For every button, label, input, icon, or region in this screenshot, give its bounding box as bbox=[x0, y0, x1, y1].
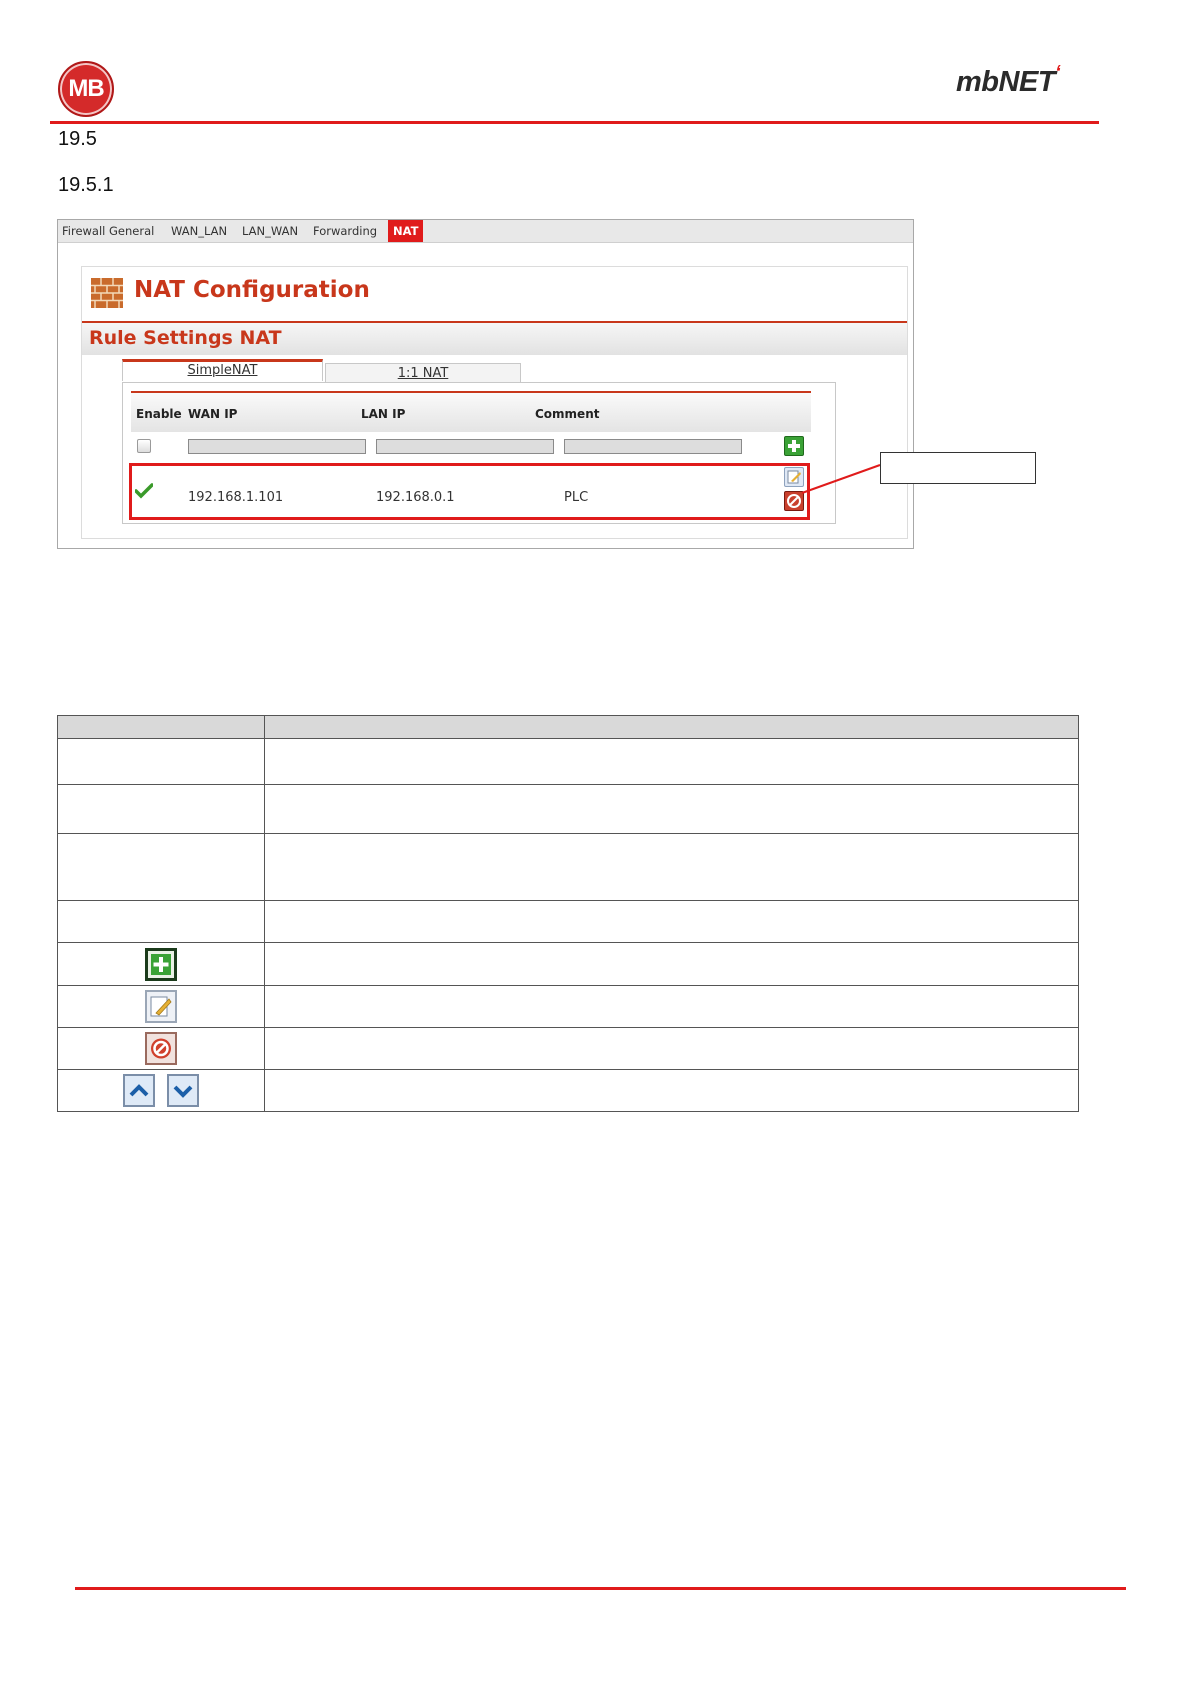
add-icon[interactable] bbox=[784, 436, 804, 456]
table-row bbox=[58, 986, 1079, 1028]
section-number: 19.5 bbox=[58, 128, 97, 150]
header-cell bbox=[58, 716, 265, 739]
wan-ip-input[interactable] bbox=[188, 439, 366, 454]
subsection-number: 19.5.1 bbox=[58, 174, 114, 196]
header-rule bbox=[50, 121, 1099, 124]
table-header bbox=[131, 391, 811, 432]
title-area bbox=[82, 267, 907, 321]
nat-screenshot bbox=[57, 219, 914, 549]
highlighted-rule-row bbox=[129, 463, 810, 520]
mbnet-logo bbox=[956, 62, 1061, 99]
tab-firewall-general[interactable]: Firewall General bbox=[62, 224, 155, 238]
tab-lan-wan[interactable]: LAN_WAN bbox=[242, 224, 299, 238]
enable-checkbox[interactable] bbox=[137, 439, 151, 453]
column-enable: Enable bbox=[136, 407, 182, 421]
desc-cell bbox=[265, 986, 1079, 1028]
param-cell bbox=[58, 1028, 265, 1070]
edit-rule-icon bbox=[145, 990, 177, 1023]
section-title: Rule Settings NAT bbox=[89, 327, 282, 349]
firewall-nav bbox=[58, 220, 913, 243]
desc-cell bbox=[265, 901, 1079, 943]
move-up-icon bbox=[123, 1074, 155, 1107]
table-row bbox=[58, 834, 1079, 901]
logo-accent: ‘ bbox=[1055, 62, 1061, 84]
lan-ip-input[interactable] bbox=[376, 439, 554, 454]
param-cell bbox=[58, 943, 265, 986]
column-comment: Comment bbox=[535, 407, 600, 421]
header-cell bbox=[265, 716, 1079, 739]
delete-rule-icon bbox=[145, 1032, 177, 1065]
footer-rule bbox=[75, 1587, 1126, 1590]
param-cell bbox=[58, 834, 265, 901]
param-cell bbox=[58, 901, 265, 943]
tab-wan-lan[interactable]: WAN_LAN bbox=[171, 224, 228, 238]
firewall-icon bbox=[91, 278, 123, 308]
desc-cell bbox=[265, 1028, 1079, 1070]
comment-value: PLC bbox=[564, 490, 589, 505]
table-row bbox=[58, 1070, 1079, 1112]
rules-table bbox=[122, 382, 836, 524]
comment-input[interactable] bbox=[564, 439, 742, 454]
tab-forwarding[interactable]: Forwarding bbox=[313, 224, 378, 238]
desc-cell bbox=[265, 1070, 1079, 1112]
desc-cell bbox=[265, 834, 1079, 901]
table-row bbox=[58, 785, 1079, 834]
tab-one-to-one-nat[interactable]: 1:1 NAT bbox=[325, 363, 521, 383]
section-bar bbox=[82, 323, 907, 355]
lan-ip-value: 192.168.0.1 bbox=[376, 490, 455, 505]
column-wan-ip: WAN IP bbox=[188, 407, 238, 421]
tab-simplenat[interactable]: SimpleNAT bbox=[122, 359, 323, 381]
desc-cell bbox=[265, 943, 1079, 986]
desc-cell bbox=[265, 739, 1079, 785]
wan-ip-value: 192.168.1.101 bbox=[188, 490, 284, 505]
param-cell bbox=[58, 1070, 265, 1112]
table-header-row bbox=[58, 716, 1079, 739]
parameter-table bbox=[57, 715, 1079, 1112]
move-down-icon bbox=[167, 1074, 199, 1107]
mbnet-logo-text: mbNET bbox=[956, 66, 1055, 98]
desc-cell bbox=[265, 785, 1079, 834]
table-row bbox=[58, 1028, 1079, 1070]
add-rule-icon bbox=[145, 948, 177, 981]
param-cell bbox=[58, 739, 265, 785]
page-title: NAT Configuration bbox=[134, 277, 370, 303]
param-cell bbox=[58, 986, 265, 1028]
table-row bbox=[58, 943, 1079, 986]
table-row bbox=[58, 901, 1079, 943]
nat-panel bbox=[81, 266, 908, 539]
callout-box bbox=[880, 452, 1036, 484]
table-row bbox=[58, 739, 1079, 785]
column-lan-ip: LAN IP bbox=[361, 407, 406, 421]
mb-logo: MB bbox=[58, 61, 114, 117]
param-cell bbox=[58, 785, 265, 834]
tab-nat[interactable]: NAT bbox=[388, 220, 423, 242]
